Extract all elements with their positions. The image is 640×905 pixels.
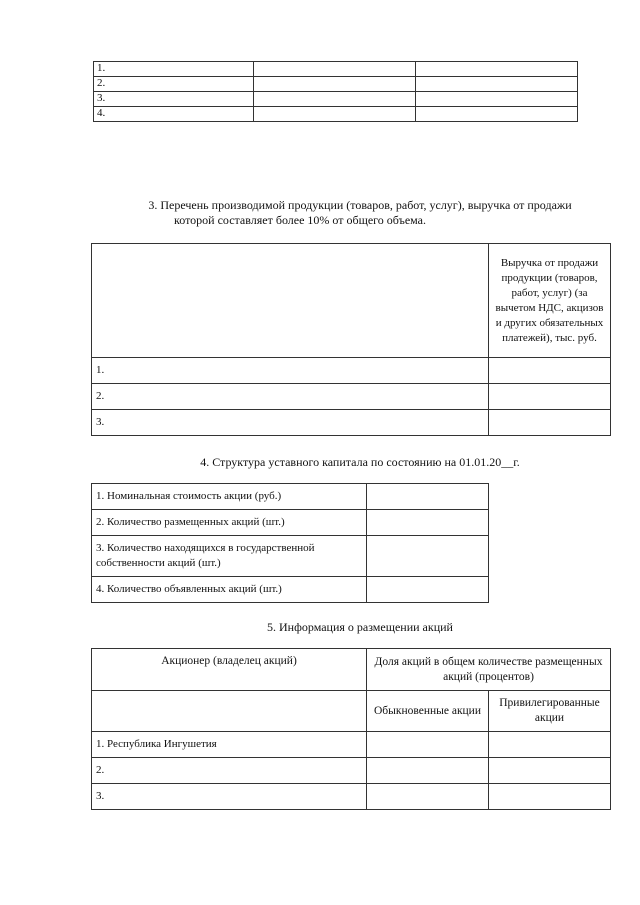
table-row	[92, 484, 489, 510]
row-number: 2.	[94, 77, 254, 92]
table-row	[92, 758, 611, 784]
shareholder-subheader	[92, 691, 367, 732]
cell[interactable]	[367, 484, 489, 510]
cell[interactable]	[367, 758, 489, 784]
table-row	[94, 92, 578, 107]
table-header-row	[92, 244, 611, 358]
table-subheader-row	[92, 691, 611, 732]
table-products	[91, 243, 611, 436]
cell[interactable]	[489, 784, 611, 810]
table-row	[92, 732, 611, 758]
ordinary-header: Обыкновенные акции	[367, 691, 489, 732]
row-number: 4.	[94, 107, 254, 122]
cell[interactable]	[254, 62, 416, 77]
shareholder-name: 3.	[92, 784, 367, 810]
product-name-header	[92, 244, 489, 358]
cell[interactable]	[489, 732, 611, 758]
shareholder-header: Акционер (владелец акций)	[92, 649, 367, 691]
table-row	[94, 77, 578, 92]
table-top	[93, 61, 578, 122]
cell[interactable]	[416, 107, 578, 122]
table-row	[94, 62, 578, 77]
cell[interactable]	[367, 510, 489, 536]
section3-heading-line1: 3. Перечень производимой продукции (товаров, работ, услуг), выручка от продажи	[148, 198, 572, 212]
table-capital	[91, 483, 489, 603]
table-row	[92, 784, 611, 810]
share-header: Доля акций в общем количестве размещенных акций (процентов)	[367, 649, 611, 691]
capital-label: 2. Количество размещенных акций (шт.)	[92, 510, 367, 536]
table-header-row	[92, 649, 611, 691]
table-row	[92, 536, 489, 577]
cell[interactable]	[489, 358, 611, 384]
shareholder-name: 2.	[92, 758, 367, 784]
table-row	[92, 510, 489, 536]
table-row	[92, 358, 611, 384]
table-row	[94, 107, 578, 122]
cell[interactable]	[254, 107, 416, 122]
cell[interactable]	[367, 577, 489, 603]
row-number: 3.	[92, 410, 489, 436]
cell[interactable]	[367, 732, 489, 758]
cell[interactable]	[254, 92, 416, 107]
table-row	[92, 410, 611, 436]
row-number: 1.	[94, 62, 254, 77]
section5-heading: 5. Информация о размещении акций	[267, 620, 453, 634]
preferred-header: Привилегированные акции	[489, 691, 611, 732]
section4-heading: 4. Структура уставного капитала по состоянию на 01.01.20__г.	[200, 455, 520, 469]
revenue-header: Выручка от продажи продукции (товаров, работ, услуг) (за вычетом НДС, акцизов и других обязательных платежей), тыс. руб.	[489, 244, 611, 358]
cell[interactable]	[416, 77, 578, 92]
table-shares	[91, 648, 611, 810]
capital-label: 3. Количество находящихся в государственной собственности акций (шт.)	[92, 536, 367, 577]
capital-label: 4. Количество объявленных акций (шт.)	[92, 577, 367, 603]
row-number: 1.	[92, 358, 489, 384]
section3-heading-line2: которой составляет более 10% от общего объема.	[174, 213, 426, 227]
shareholder-name: 1. Республика Ингушетия	[92, 732, 367, 758]
cell[interactable]	[489, 758, 611, 784]
row-number: 2.	[92, 384, 489, 410]
cell[interactable]	[489, 410, 611, 436]
capital-label: 1. Номинальная стоимость акции (руб.)	[92, 484, 367, 510]
cell[interactable]	[489, 384, 611, 410]
cell[interactable]	[367, 784, 489, 810]
table-row	[92, 577, 489, 603]
cell[interactable]	[416, 62, 578, 77]
row-number: 3.	[94, 92, 254, 107]
cell[interactable]	[416, 92, 578, 107]
cell[interactable]	[254, 77, 416, 92]
cell[interactable]	[367, 536, 489, 577]
table-row	[92, 384, 611, 410]
